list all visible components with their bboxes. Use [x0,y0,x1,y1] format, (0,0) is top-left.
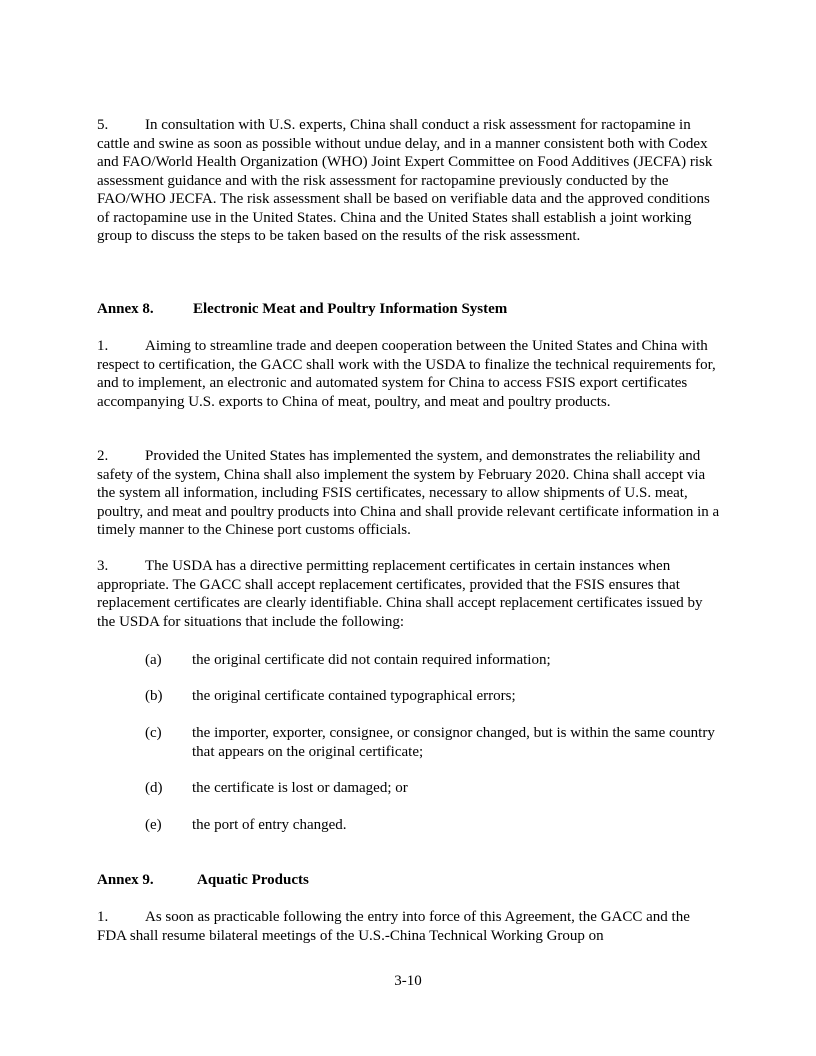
annex-9-heading [97,871,309,890]
list-text: the certificate is lost or damaged; or [192,780,408,796]
list-marker: (d) [145,780,163,796]
paragraph-5 [97,116,722,246]
paragraph-text: As soon as practicable following the entry into force of this Agreement, the GACC and the FDA shall resume bilateral meetings of the U.S.-China Technical Working Group on [97,909,690,944]
annex-9-paragraph-1 [97,908,722,945]
list-text: the original certificate did not contain required information; [192,652,551,668]
annex-label: Annex 9. [97,872,154,888]
annex-label: Annex 8. [97,301,154,317]
page-number: 3-10 [394,973,422,989]
paragraph-number: 3. [97,558,109,574]
paragraph-number: 1. [97,338,109,354]
list-text: the original certificate contained typographical errors; [192,688,516,704]
paragraph-number: 5. [97,117,109,133]
list-text: the port of entry changed. [192,817,347,833]
paragraph-text: The USDA has a directive permitting replacement certificates in certain instances when appropriate. The GACC shall accept replacement certificates, provided that the FSIS ensures that replacement certificates are clearly identifiable. China shall accept replacement certificates issued by the USDA for situations that include the following: [97,558,703,630]
annex-8-paragraph-3 [97,557,722,631]
annex-8-paragraph-2 [97,447,722,540]
annex-title: Electronic Meat and Poultry Information System [193,301,508,317]
list-marker: (a) [145,652,162,668]
paragraph-text: Aiming to streamline trade and deepen cooperation between the United States and China with respect to certification, the GACC shall work with the USDA to finalize the technical requirements for, and to implement, an electronic and automated system for China to access FSIS export certificates accompanying U.S. exports to China of meat, poultry, and meat and poultry products. [97,338,716,410]
annex-8-heading [97,300,507,319]
annex-title: Aquatic Products [197,872,309,888]
paragraph-text: In consultation with U.S. experts, China shall conduct a risk assessment for ractopamine in cattle and swine as soon as possible without undue delay, and in a manner consistent both with Codex and FAO/World Health Organization (WHO) Joint Expert Committee on Food Additives (JECFA) risk assessment guidance and with the risk assessment for ractopamine previously conducted by the FAO/WHO JECFA. The risk assessment shall be based on verifiable data and the approved conditions of ractopamine use in the United States. China and the United States shall establish a joint working group to discuss the steps to be taken based on the results of the risk assessment. [97,117,713,244]
paragraph-number: 1. [97,909,109,925]
paragraph-number: 2. [97,448,109,464]
list-marker: (e) [145,817,162,833]
list-marker: (b) [145,688,163,704]
annex-8-paragraph-1 [97,337,722,411]
paragraph-text: Provided the United States has implemented the system, and demonstrates the reliability and safety of the system, China shall also implement the system by February 2020. China shall accept via the system all information, including FSIS certificates, necessary to allow shipments of U.S. meat, poultry, and meat and poultry products into China and shall provide relevant certificate information in a timely manner to the Chinese port customs officials. [97,448,720,538]
list-marker: (c) [145,725,162,741]
list-text: the importer, exporter, consignee, or consignor changed, but is within the same country that appears on the original certificate; [192,725,715,760]
